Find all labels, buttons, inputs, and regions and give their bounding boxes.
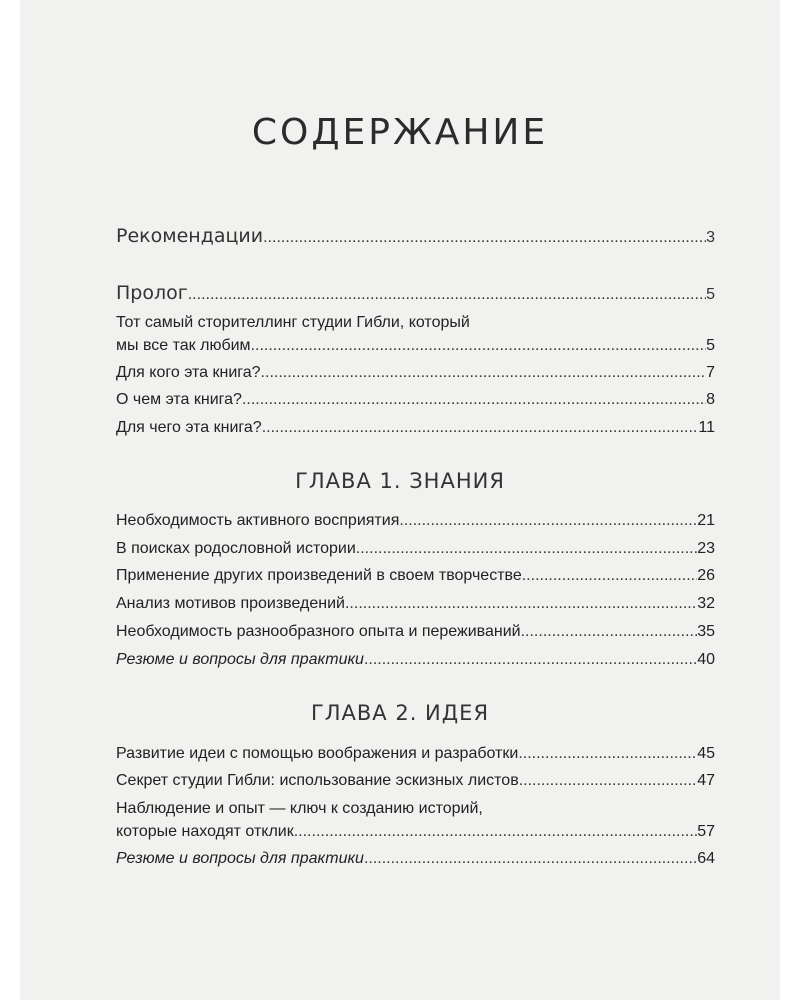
dot-leader <box>399 511 697 531</box>
toc-entry-prologue[interactable] <box>116 283 715 305</box>
dot-leader <box>522 566 697 586</box>
dot-leader <box>519 771 698 791</box>
page-title: СОДЕРЖАНИЕ <box>251 112 549 153</box>
toc-entry-label: О чем эта книга? <box>116 391 242 408</box>
toc-entry-label: которые находят отклик <box>116 823 294 840</box>
toc-entry-label: Рекомендации <box>116 225 264 247</box>
toc-entry-first-line[interactable]: Наблюдение и опыт — ключ к созданию историй, <box>116 800 483 817</box>
chapter-heading: ГЛАВА 1. ЗНАНИЯ <box>295 469 505 493</box>
toc-page-number: 5 <box>706 286 715 303</box>
toc-entry-label: Необходимость разнообразного опыта и переживаний <box>116 623 521 640</box>
toc-page-number: 23 <box>697 540 715 557</box>
toc-entry-label: Анализ мотивов произведений <box>116 595 345 612</box>
toc-entry-label: Применение других произведений в своем творчестве <box>116 567 522 584</box>
toc-page-number: 47 <box>697 772 715 789</box>
dot-leader <box>261 363 707 383</box>
dot-leader <box>263 228 706 248</box>
toc-entry-label: мы все так любим <box>116 337 251 354</box>
chapter-heading: ГЛАВА 2. ИДЕЯ <box>310 701 490 725</box>
dot-leader <box>518 744 697 764</box>
dot-leader <box>521 622 698 642</box>
toc-entry-label: Пролог <box>116 282 188 304</box>
toc-entry[interactable] <box>116 622 715 642</box>
toc-entry-label: Необходимость активного восприятия <box>116 512 400 529</box>
toc-page-number: 11 <box>698 419 715 436</box>
dot-leader <box>242 390 706 410</box>
toc-page-number: 3 <box>706 229 715 246</box>
toc-page-number: 21 <box>697 512 715 529</box>
toc-page-number: 64 <box>697 850 715 867</box>
toc-entry[interactable] <box>116 744 715 764</box>
toc-entry[interactable] <box>116 390 715 410</box>
dot-leader <box>251 336 707 356</box>
toc-page-number: 26 <box>697 567 715 584</box>
toc-entry[interactable] <box>116 822 715 842</box>
toc-entry-first-line[interactable]: Тот самый сторителлинг студии Гибли, который <box>116 314 470 331</box>
toc-page-number: 32 <box>697 595 715 612</box>
dot-leader <box>345 594 697 614</box>
toc-entry[interactable] <box>116 418 715 438</box>
dot-leader <box>364 849 697 869</box>
toc-entry-label: Резюме и вопросы для практики <box>116 651 364 668</box>
dot-leader <box>356 539 697 559</box>
toc-entry[interactable] <box>116 511 715 531</box>
toc-entry-summary[interactable] <box>116 849 715 869</box>
book-page <box>20 0 780 1000</box>
toc-entry[interactable] <box>116 594 715 614</box>
toc-page-number: 5 <box>706 337 715 354</box>
toc-entry-label: Секрет студии Гибли: использование эскизных листов <box>116 772 519 789</box>
toc-entry-label: Развитие идеи с помощью воображения и разработки <box>116 745 519 762</box>
toc-entry[interactable] <box>116 771 715 791</box>
dot-leader <box>294 822 697 842</box>
dot-leader <box>262 418 699 438</box>
toc-page-number: 35 <box>697 623 715 640</box>
toc-page-number: 7 <box>706 364 715 381</box>
toc-entry-label: В поисках родословной истории <box>116 540 356 557</box>
toc-entry[interactable] <box>116 336 715 356</box>
toc-entry-summary[interactable] <box>116 650 715 670</box>
toc-entry-recommendations[interactable] <box>116 226 715 248</box>
toc-page-number: 57 <box>697 823 715 840</box>
toc-page-number: 45 <box>697 745 715 762</box>
dot-leader <box>364 650 697 670</box>
dot-leader <box>188 285 706 305</box>
toc-entry[interactable] <box>116 566 715 586</box>
toc-page-number: 40 <box>697 651 715 668</box>
toc-page-number: 8 <box>706 391 715 408</box>
toc-entry[interactable] <box>116 539 715 559</box>
toc-entry-label: Резюме и вопросы для практики <box>116 850 364 867</box>
toc-entry-label: Для кого эта книга? <box>116 364 261 381</box>
toc-entry[interactable] <box>116 363 715 383</box>
toc-entry-label: Для чего эта книга? <box>116 419 262 436</box>
